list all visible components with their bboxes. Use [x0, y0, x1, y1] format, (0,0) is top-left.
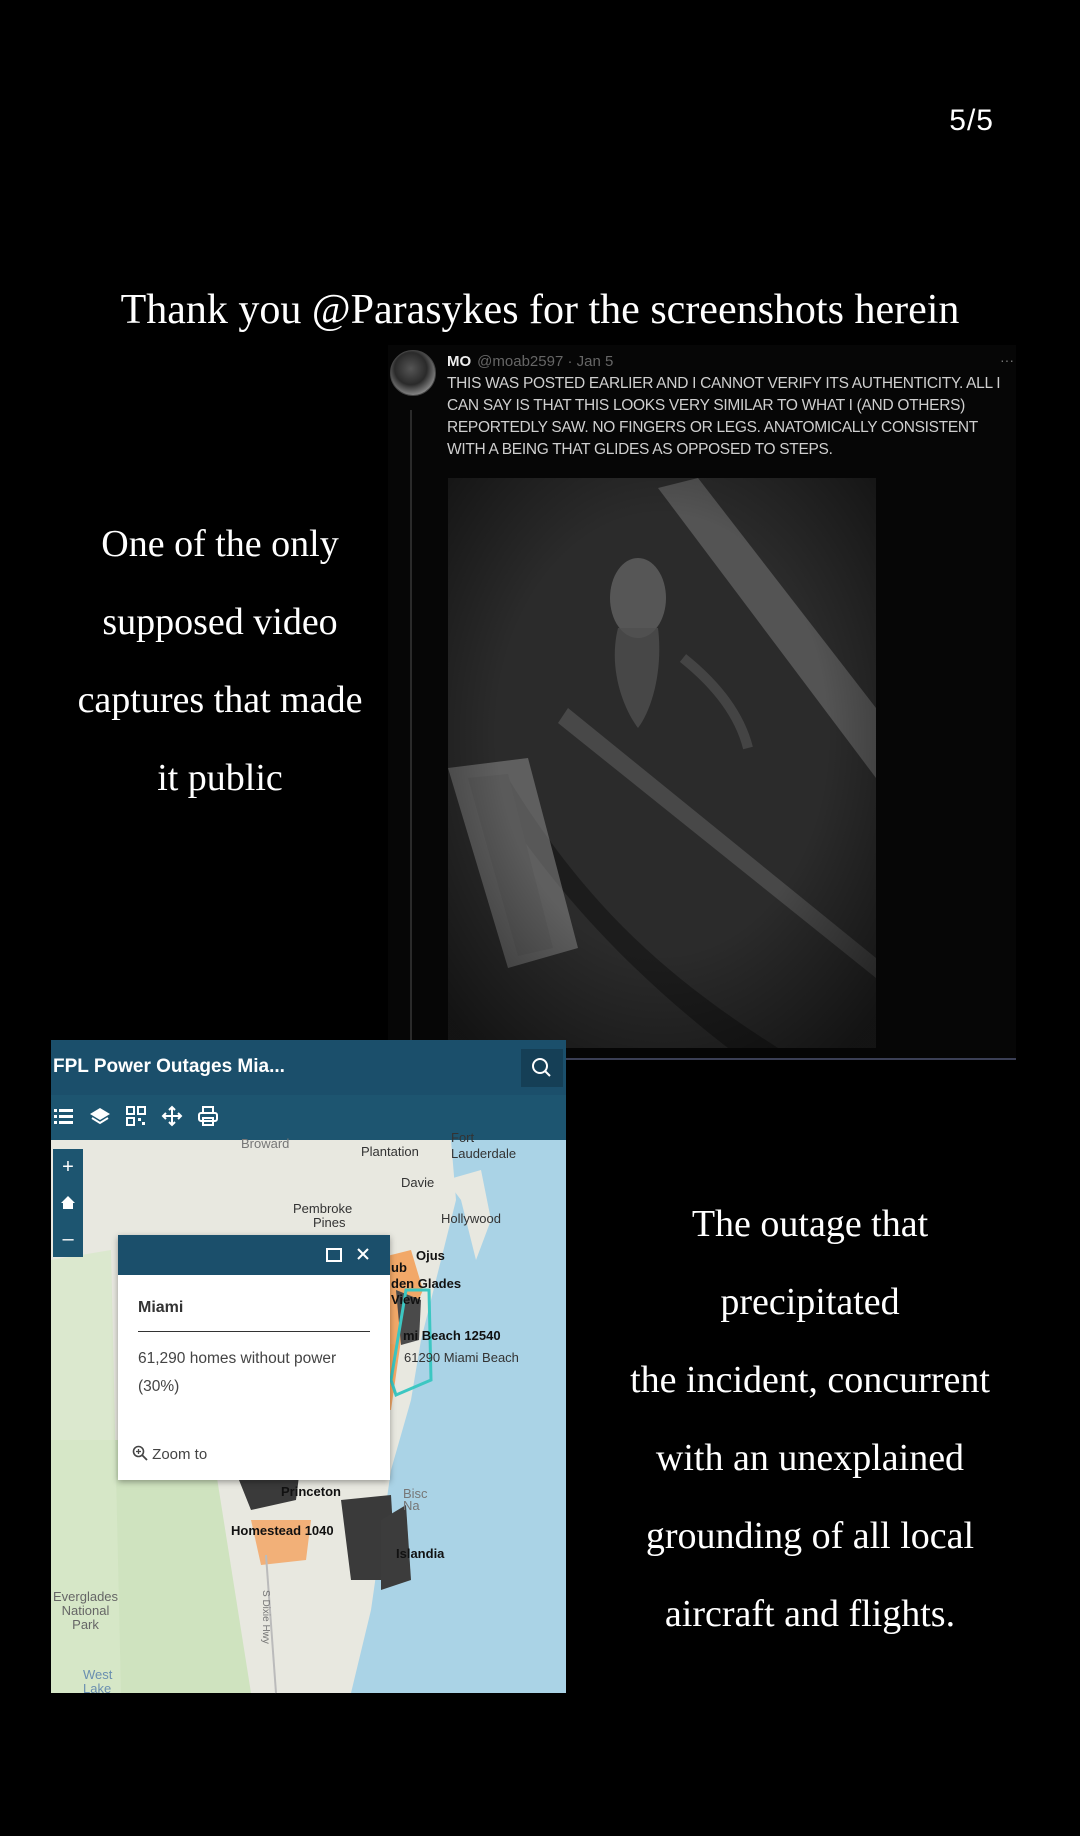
- left-caption-line: captures that made: [77, 679, 363, 721]
- search-icon: [521, 1049, 563, 1087]
- tweet-date: · Jan 5: [567, 353, 614, 370]
- tweet-header: [447, 353, 613, 370]
- zoom-out-button[interactable]: –: [62, 1228, 74, 1250]
- popup-header: [118, 1235, 390, 1275]
- zoom-icon: [132, 1445, 148, 1461]
- layers-icon[interactable]: [89, 1105, 111, 1127]
- video-frame-image: [448, 478, 876, 1048]
- avatar[interactable]: [390, 350, 436, 396]
- right-caption: [600, 1185, 1020, 1653]
- right-caption-line: grounding of all local: [645, 1515, 975, 1557]
- zoom-controls: [53, 1149, 83, 1257]
- tweet-text: THIS WAS POSTED EARLIER AND I CANNOT VERIFY ITS AUTHENTICITY. ALL I CAN SAY IS THAT THIS LOOKS VERY SIMILAR TO WHAT I (AND OTHERS) REPORTEDLY SAW. NO FINGERS OR LEGS. ANATOMICALLY CONSISTENT WITH A BEING THAT GLIDES AS OPPOSED TO STEPS.: [447, 375, 1001, 458]
- map-title: FPL Power Outages Mia...: [53, 1056, 285, 1077]
- left-caption-line: it public: [157, 757, 283, 799]
- place-label: Bisc Na: [403, 1486, 428, 1513]
- video-thumbnail[interactable]: [448, 478, 876, 1048]
- close-icon[interactable]: [356, 1247, 370, 1266]
- zoom-to-link[interactable]: [132, 1445, 207, 1463]
- left-caption-line: One of the only: [101, 523, 339, 565]
- move-icon[interactable]: [161, 1105, 183, 1127]
- print-icon[interactable]: [197, 1105, 219, 1127]
- right-caption-line: with an unexplained: [655, 1437, 965, 1479]
- info-popup: [118, 1235, 390, 1480]
- right-caption-line: precipitated: [720, 1281, 900, 1323]
- map-toolbar: [51, 1095, 566, 1140]
- place-label: den Glades: [391, 1276, 462, 1291]
- right-caption-line: The outage that: [691, 1203, 929, 1245]
- place-label: Princeton: [281, 1484, 341, 1499]
- place-label: ub: [391, 1260, 407, 1275]
- left-caption: [30, 505, 410, 817]
- search-button[interactable]: [521, 1049, 563, 1087]
- outage-map-app: [51, 1040, 566, 1696]
- place-label: 61290 Miami Beach: [404, 1350, 519, 1365]
- left-caption-line: supposed video: [102, 601, 338, 643]
- place-label: West Lake: [83, 1667, 113, 1696]
- place-label: Islandia: [396, 1546, 445, 1561]
- zoom-in-button[interactable]: +: [62, 1156, 74, 1178]
- place-label: mi Beach 12540: [403, 1328, 501, 1343]
- qr-icon[interactable]: [125, 1105, 147, 1127]
- zoom-to-label: Zoom to: [152, 1446, 208, 1463]
- place-label: Plantation: [361, 1144, 419, 1159]
- place-label: Hollywood: [441, 1211, 501, 1226]
- right-caption-line: aircraft and flights.: [664, 1593, 956, 1635]
- popup-divider: [138, 1331, 370, 1332]
- place-label: Lauderdale: [451, 1146, 517, 1161]
- page-counter: 5/5: [949, 104, 994, 137]
- map-header: [51, 1040, 566, 1095]
- tweet-handle[interactable]: @moab2597: [477, 353, 564, 370]
- place-label: Fort: [451, 1130, 475, 1145]
- maximize-icon[interactable]: [326, 1248, 342, 1267]
- list-icon[interactable]: [53, 1105, 75, 1127]
- place-label: Everglades National Park: [53, 1589, 119, 1632]
- place-label: Pines: [313, 1215, 346, 1230]
- home-button[interactable]: [53, 1185, 83, 1221]
- place-label: Pembroke: [293, 1201, 353, 1216]
- more-options-icon[interactable]: ···: [1000, 352, 1014, 368]
- right-caption-line: the incident, concurrent: [630, 1359, 990, 1401]
- popup-body: 61,290 homes without power (30%): [138, 1350, 337, 1395]
- place-label: Broward: [241, 1136, 290, 1151]
- home-icon: [53, 1185, 83, 1221]
- map-canvas[interactable]: [51, 1130, 566, 1696]
- place-label: Homestead 1040: [231, 1523, 334, 1538]
- headline: Thank you @Parasykes for the screenshots herein: [120, 287, 960, 333]
- place-label: Ojus: [416, 1248, 445, 1263]
- place-label: Davie: [401, 1175, 435, 1190]
- thread-line: [410, 410, 412, 1040]
- tweet-author[interactable]: MO: [447, 353, 472, 370]
- road-label: S Dixie Hwy: [260, 1590, 271, 1644]
- popup-title: Miami: [138, 1299, 184, 1316]
- place-label: View: [391, 1292, 421, 1307]
